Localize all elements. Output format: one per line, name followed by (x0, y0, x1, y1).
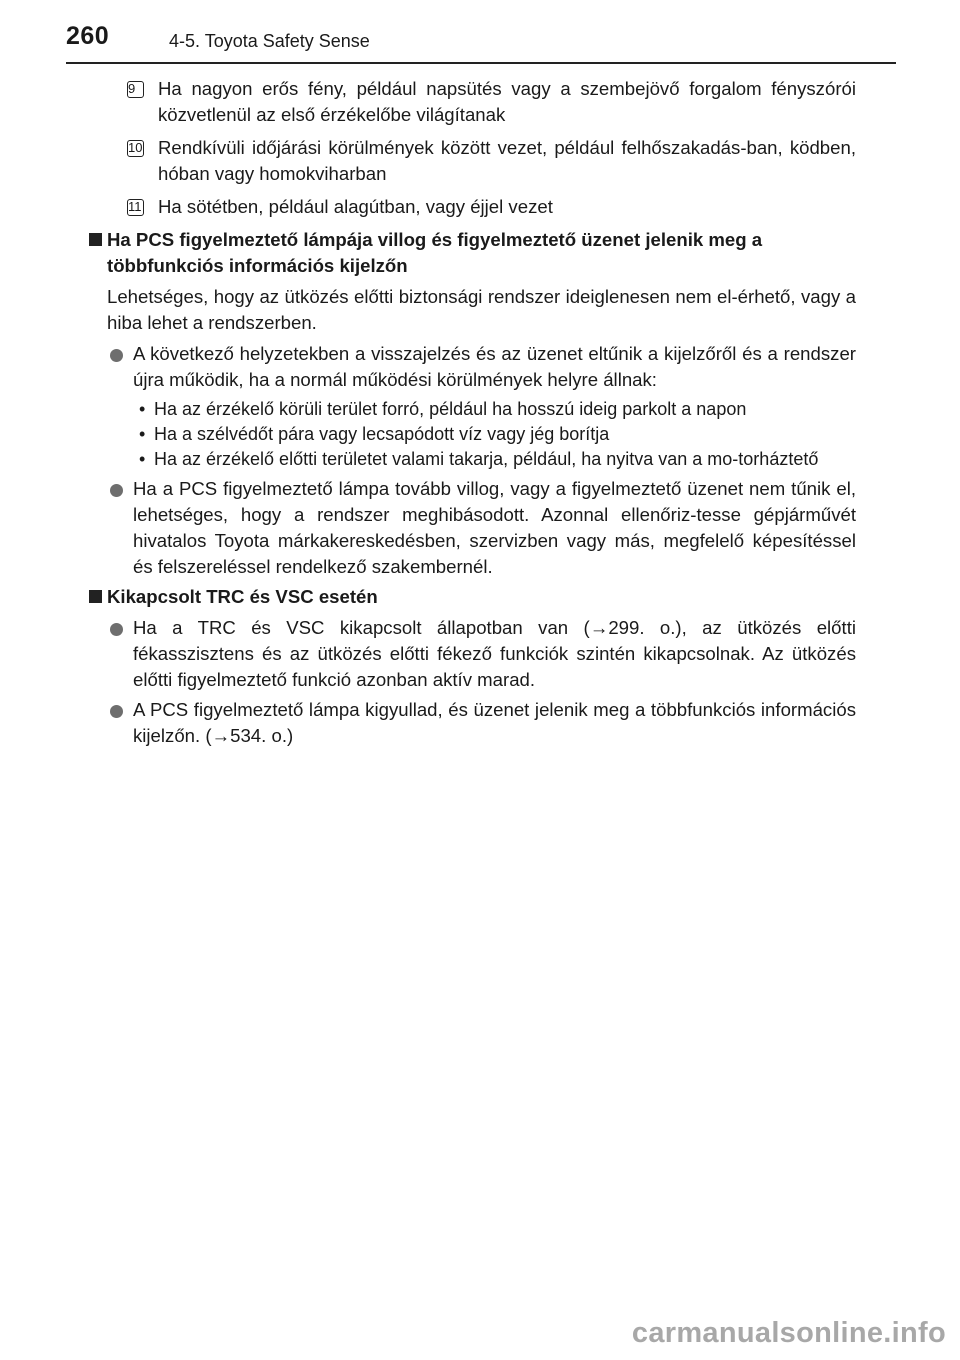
section-heading-text: Ha PCS figyelmeztető lámpája villog és figyelmeztető üzenet jelenik meg a többfunkciós információs kijelzőn (107, 229, 763, 276)
bullet-item (88, 615, 856, 693)
item-text: Rendkívüli időjárási körülmények között vezet, például felhőszakadás-ban, ködben, hóban vagy homokviharban (158, 137, 856, 184)
header-divider (66, 62, 896, 64)
item-number-badge: 10 (128, 140, 143, 155)
square-bullet-icon (89, 590, 102, 603)
square-bullet-icon (89, 233, 102, 246)
dot-bullet-icon: • (139, 399, 146, 419)
section-heading-trc-vsc (88, 584, 856, 610)
watermark: carmanualsonline.info (631, 1317, 946, 1349)
section-title: 4-5. Toyota Safety Sense (169, 31, 370, 51)
page-content (88, 76, 856, 753)
dot-bullet-icon: • (139, 424, 146, 444)
bullet-item (88, 476, 856, 580)
section-heading-text: Kikapcsolt TRC és VSC esetén (107, 586, 378, 607)
sub-item-text: Ha az érzékelő körüli terület forró, például ha hosszú ideig parkolt a napon (154, 399, 747, 419)
bullet-item (88, 341, 856, 393)
numbered-item-9 (88, 76, 856, 128)
section-heading-pcs-warning (88, 227, 856, 279)
item-number-badge: 11 (127, 199, 144, 216)
numbered-item-10 (88, 135, 856, 187)
sub-list-item (88, 447, 856, 472)
sub-list-item (88, 397, 856, 422)
page-header (66, 22, 896, 62)
section-paragraph: Lehetséges, hogy az ütközés előtti biztonsági rendszer ideiglenesen nem el-érhető, vagy a hiba lehet a rendszerben. (107, 286, 856, 333)
item-text: Ha nagyon erős fény, például napsütés vagy a szembejövő forgalom fényszórói közvetlenül az első érzékelőbe világítanak (158, 78, 856, 125)
item-number-badge: 9 (127, 81, 144, 98)
bullet-text: Ha a PCS figyelmeztető lámpa tovább villog, vagy a figyelmeztető üzenet nem tűnik el, lehetséges, hogy a rendszer meghibásodott. Azonnal ellenőriz-tesse gépjárművét hivatalos Toyota márkakereskedésben, szervizben vagy más, megfelelő képesítéssel és felszereléssel rendelkező szakembernél. (133, 478, 856, 577)
bullet-text: A PCS figyelmeztető lámpa kigyullad, és üzenet jelenik meg a többfunkciós információs kijelzőn. (→534. o.) (133, 699, 856, 746)
page-number: 260 (66, 22, 110, 50)
bullet-text: A következő helyzetekben a visszajelzés és az üzenet eltűnik a kijelzőről és a rendszer újra működik, ha a normál működési körülmények helyre állnak: (133, 343, 856, 390)
bullet-item (88, 697, 856, 749)
dot-bullet-icon: • (139, 449, 146, 469)
sub-list (88, 397, 856, 472)
circle-bullet-icon (110, 705, 123, 718)
circle-bullet-icon (110, 623, 123, 636)
sub-item-text: Ha a szélvédőt pára vagy lecsapódott víz vagy jég borítja (154, 424, 610, 444)
numbered-item-11 (88, 194, 856, 220)
item-text: Ha sötétben, például alagútban, vagy éjjel vezet (158, 196, 553, 217)
circle-bullet-icon (110, 349, 123, 362)
sub-list-item (88, 422, 856, 447)
bullet-text: Ha a TRC és VSC kikapcsolt állapotban van (→299. o.), az ütközés előtti fékasszisztens és az ütközés előtti fékező funkciók szintén kikapcsolnak. Az ütközés előtti figyelmeztető funkció azonban aktív marad. (133, 617, 856, 690)
sub-item-text: Ha az érzékelő előtti területet valami takarja, például, ha nyitva van a mo-torháztető (154, 449, 819, 469)
circle-bullet-icon (110, 484, 123, 497)
